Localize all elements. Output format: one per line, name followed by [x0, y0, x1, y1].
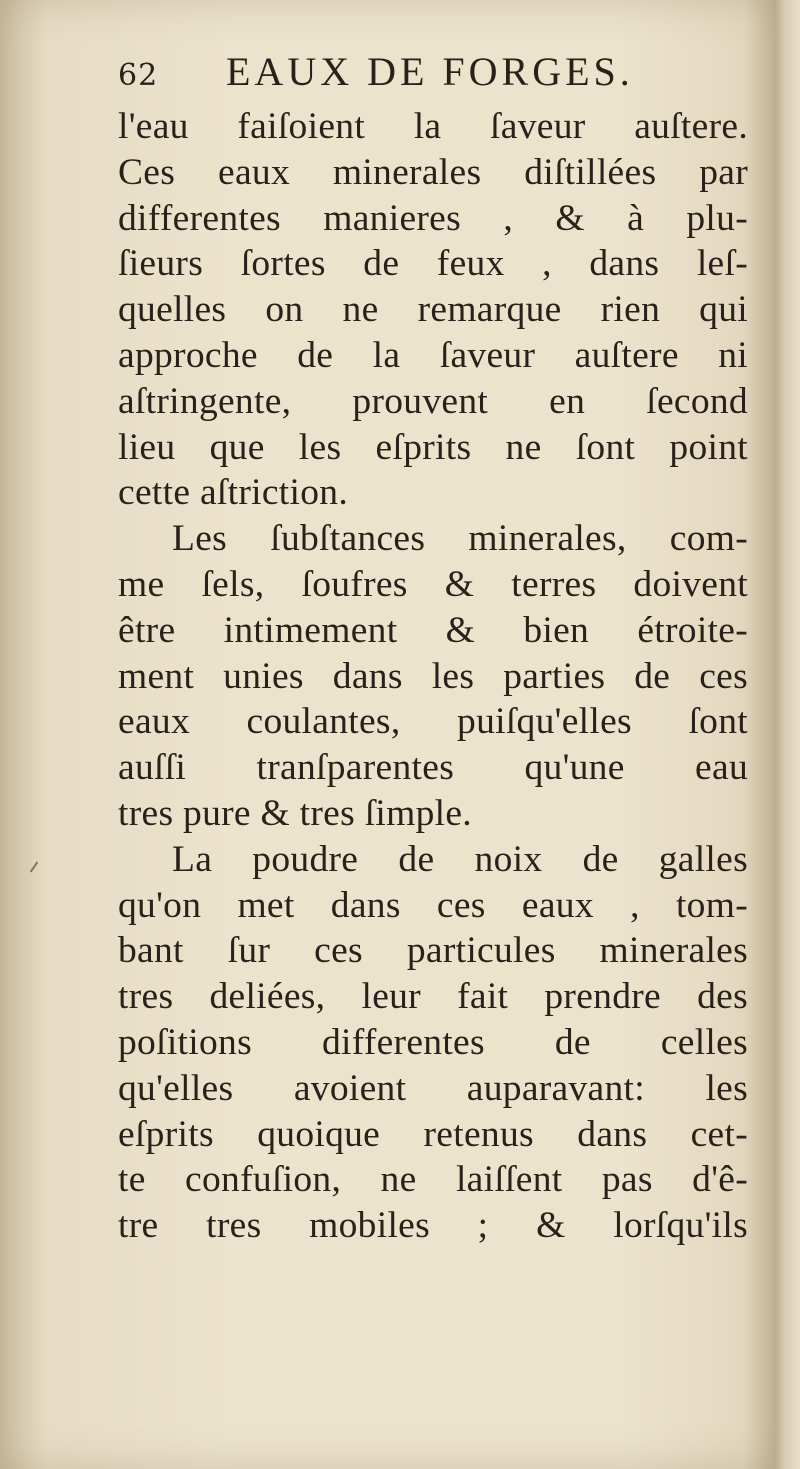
page-text [118, 48, 748, 1249]
paragraph-start-line: Les ſubſtances minerales, com- [172, 518, 748, 560]
text-line: l'eau faiſoient la ſaveur auſtere. [118, 106, 748, 147]
text-line: être intimement & bien étroite- [118, 609, 748, 651]
running-title: EAUX DE FORGES. [226, 49, 634, 94]
text-line: aſtringente, prouvent en ſecond [118, 380, 748, 422]
text-line: auſſi tranſparentes qu'une eau [118, 747, 748, 789]
text-line: quelles on ne remarque rien qui [118, 289, 748, 331]
text-line: me ſels, ſoufres & terres doivent [118, 563, 748, 605]
text-line: poſitions differentes de celles [118, 1021, 748, 1063]
text-line: Ces eaux minerales diſtillées par [118, 151, 748, 193]
text-line: te confuſion, ne laiſſent pas d'ê- [118, 1159, 748, 1201]
text-line: approche de la ſaveur auſtere ni [118, 334, 748, 376]
text-line: qu'elles avoient auparavant: les [118, 1067, 748, 1109]
text-line: eſprits quoique retenus dans cet- [118, 1113, 748, 1155]
ink-mark [30, 862, 39, 873]
text-line: tres pure & tres ſimple. [118, 792, 472, 834]
text-line: cette aſtriction. [118, 472, 348, 514]
text-line: tres deliées, leur fait prendre des [118, 976, 748, 1018]
text-line: eaux coulantes, puiſqu'elles ſont [118, 701, 748, 743]
page-edge [775, 0, 800, 1469]
text-line: ſieurs ſortes de feux , dans leſ- [118, 243, 748, 285]
text-line: qu'on met dans ces eaux , tom- [118, 884, 748, 926]
text-line: ment unies dans les parties de ces [118, 655, 748, 697]
page-number: 62 [118, 58, 159, 93]
text-line: lieu que les eſprits ne ſont point [118, 426, 748, 468]
text-line: differentes manieres , & à plu- [118, 197, 748, 239]
page-header [118, 48, 748, 104]
text-line: tre tres mobiles ; & lorſqu'ils [118, 1205, 748, 1247]
text-line: bant ſur ces particules minerales [118, 930, 748, 972]
paragraph-start-line: La poudre de noix de galles [172, 838, 748, 880]
